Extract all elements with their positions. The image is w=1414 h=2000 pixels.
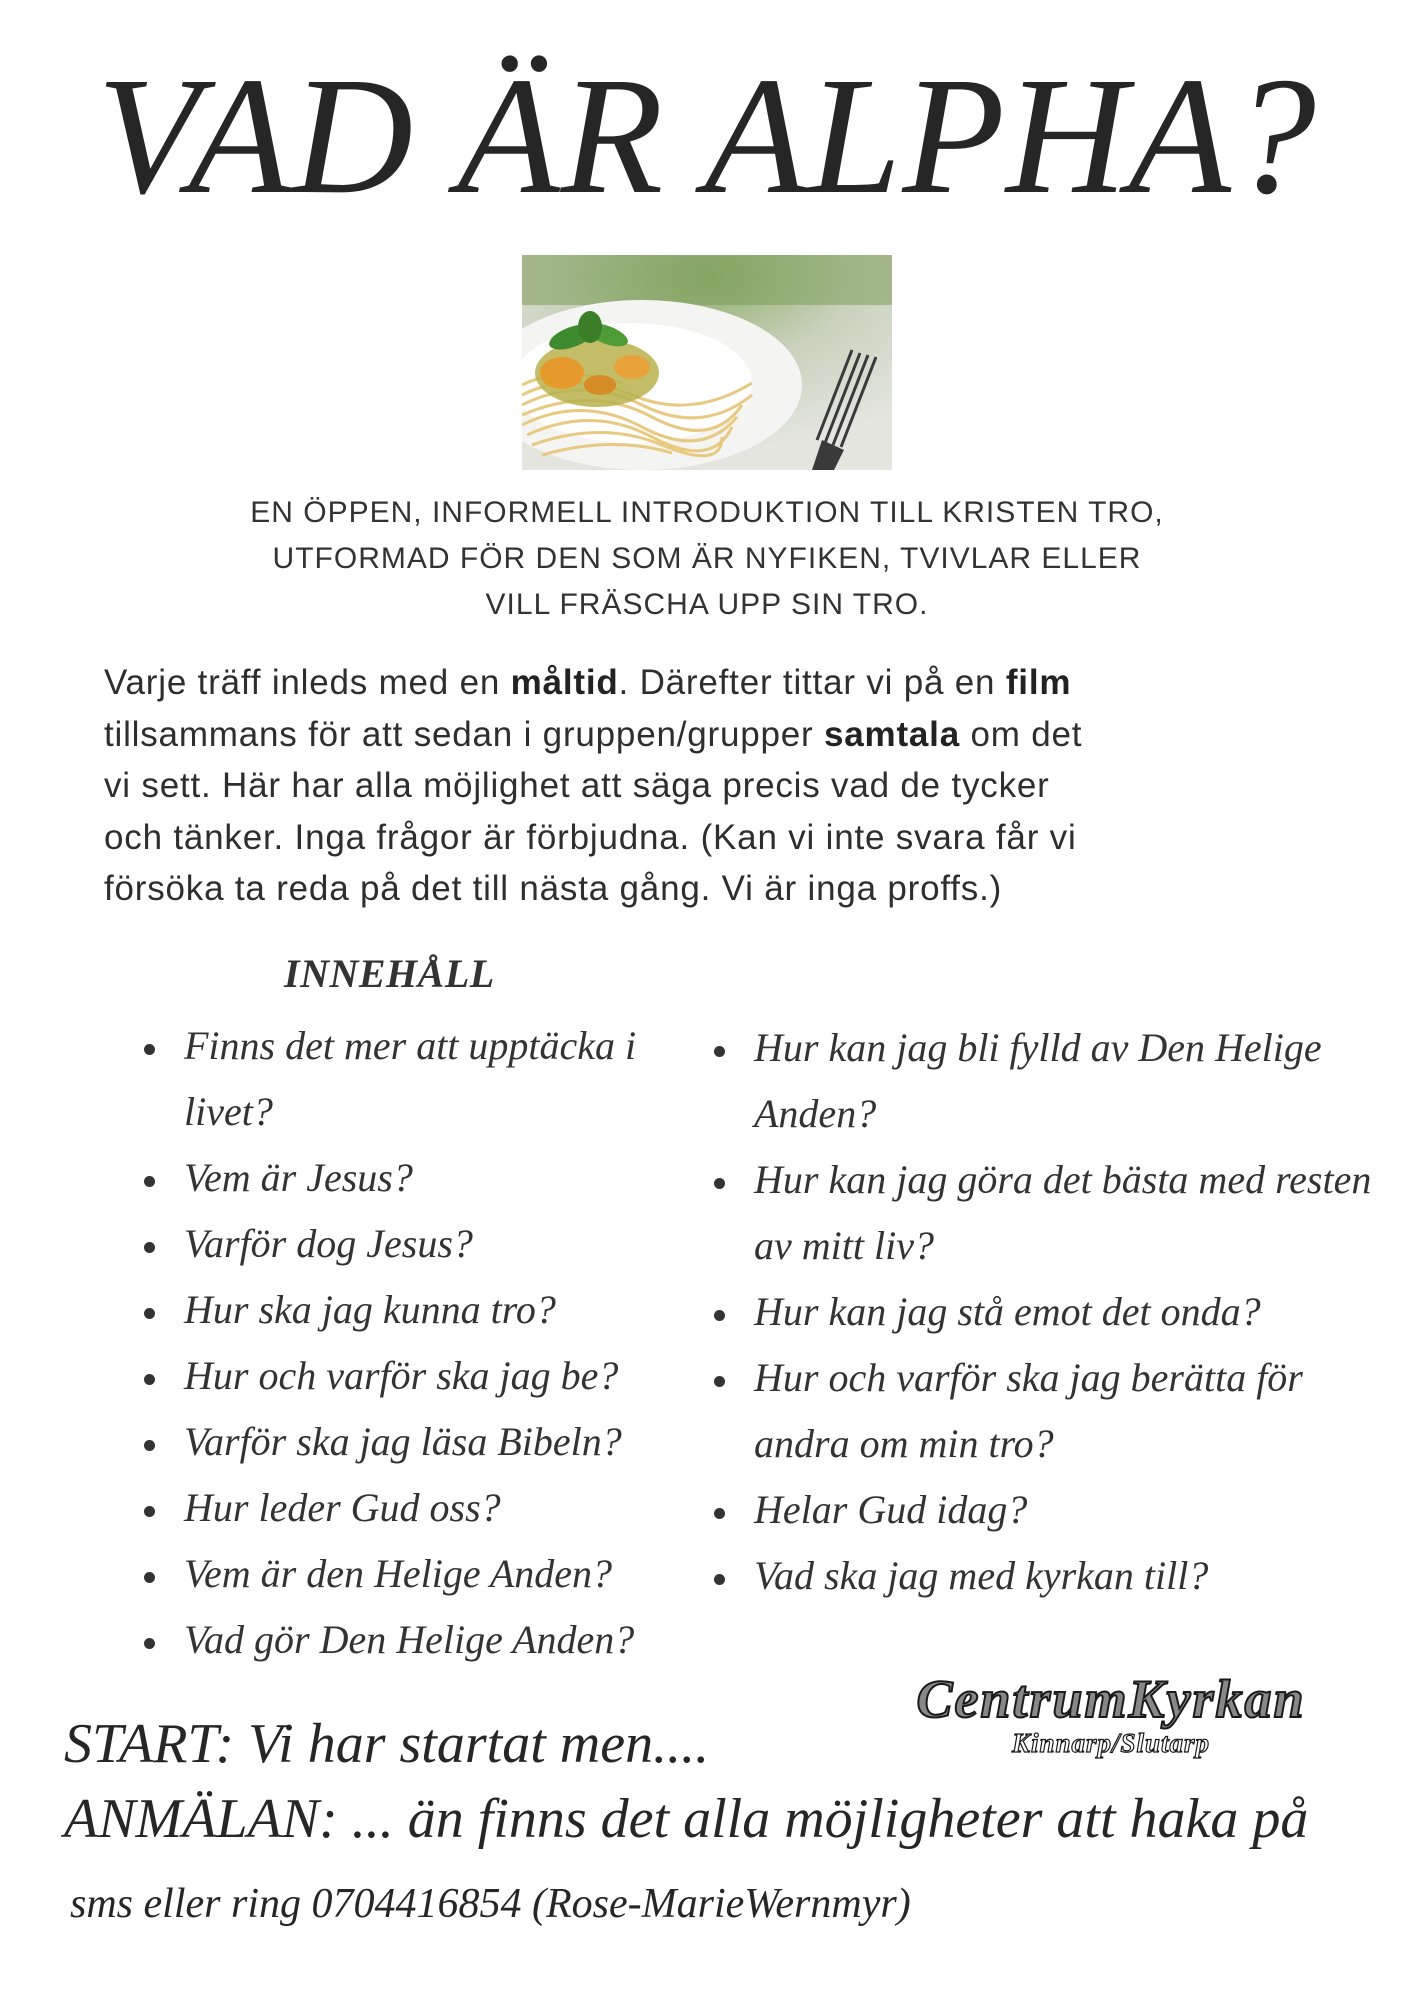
- toc-heading: INNEHÅLL: [284, 951, 495, 996]
- list-item: Varför ska jag läsa Bibeln?: [144, 1409, 684, 1475]
- list-item: Hur och varför ska jag berätta för andra om min tro?: [714, 1345, 1394, 1477]
- intro-line: VILL FRÄSCHA UPP SIN TRO.: [485, 588, 929, 621]
- body-line: och tänker. Inga frågor är förbjudna. (Kan vi inte svara får vi: [104, 817, 1077, 857]
- list-item: Vad ska jag med kyrkan till?: [714, 1543, 1394, 1609]
- body-line: vi sett. Här har alla möjlighet att säga precis vad de tycker: [104, 766, 1050, 805]
- intro-line: UTFORMAD FÖR DEN SOM ÄR NYFIKEN, TVIVLAR ELLER: [272, 542, 1142, 575]
- page-title: VAD ÄR ALPHA?: [97, 43, 1317, 229]
- contact-info: sms eller ring 0704416854 (Rose-MarieWernmyr): [70, 1881, 911, 1927]
- list-item: Hur kan jag bli fylld av Den Helige Anden?: [714, 1015, 1394, 1147]
- list-item: Vad gör Den Helige Anden?: [144, 1607, 684, 1673]
- body-line: Varje träff inleds med en måltid. Därefter tittar vi på en film: [104, 663, 1072, 702]
- pasta-plate-photo: [522, 255, 892, 470]
- intro-text: [100, 490, 1314, 628]
- intro-line: EN ÖPPEN, INFORMELL INTRODUKTION TILL KRISTEN TRO,: [250, 496, 1164, 529]
- list-item: Helar Gud idag?: [714, 1477, 1394, 1543]
- church-logo: [866, 1669, 1356, 1758]
- start-info: START: Vi har startat men....: [64, 1713, 710, 1775]
- list-item: Hur kan jag stå emot det onda?: [714, 1279, 1394, 1345]
- registration-info: ANMÄLAN: ... än finns det alla möjligheter att haka på: [64, 1788, 1309, 1850]
- toc-list-left: [144, 1013, 684, 1673]
- list-item: Varför dog Jesus?: [144, 1211, 684, 1277]
- toc-list-right: [714, 1015, 1394, 1609]
- list-item: Hur kan jag göra det bästa med resten av mitt liv?: [714, 1147, 1394, 1279]
- list-item: Hur leder Gud oss?: [144, 1475, 684, 1541]
- list-item: Hur och varför ska jag be?: [144, 1343, 684, 1409]
- list-item: Hur ska jag kunna tro?: [144, 1277, 684, 1343]
- list-item: Vem är Jesus?: [144, 1145, 684, 1211]
- body-line: försöka ta reda på det till nästa gång. Vi är inga proffs.): [104, 869, 1003, 908]
- list-item: Vem är den Helige Anden?: [144, 1541, 684, 1607]
- logo-name: CentrumKyrkan: [916, 1669, 1306, 1729]
- logo-location: Kinnarp/Slutarp: [1011, 1728, 1211, 1758]
- list-item: Finns det mer att upptäcka i livet?: [144, 1013, 684, 1145]
- description-paragraph: [104, 657, 1344, 915]
- body-line: tillsammans för att sedan i gruppen/grupper samtala om det: [104, 714, 1083, 754]
